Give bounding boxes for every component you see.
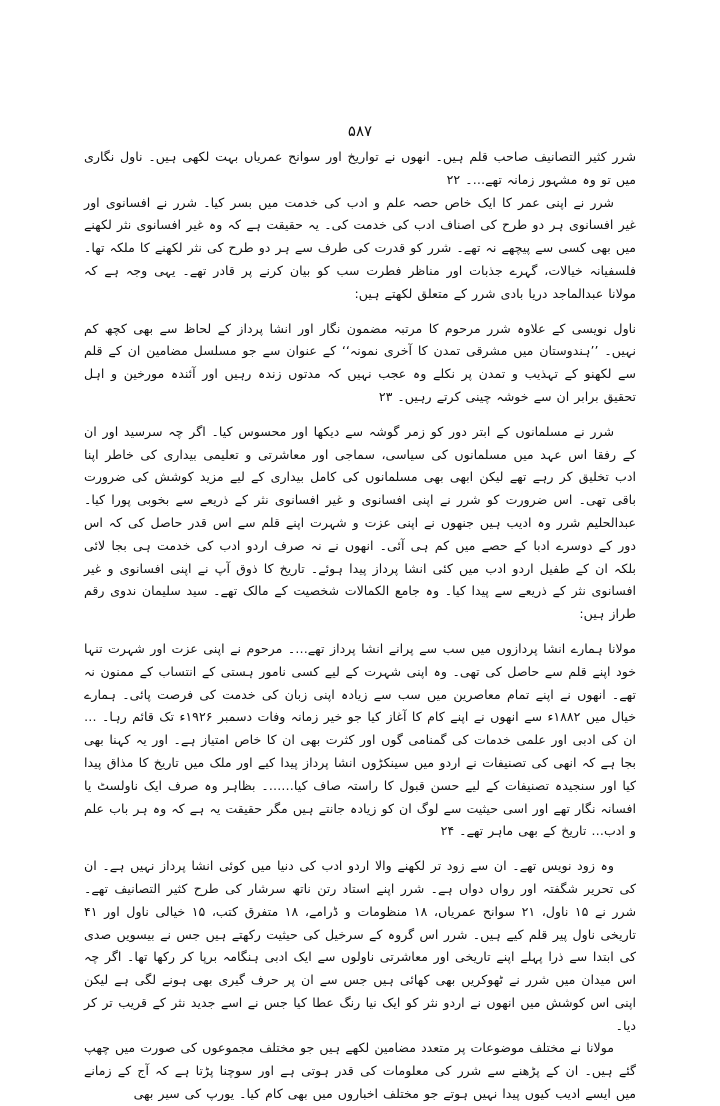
paragraph-gap — [84, 626, 636, 638]
paragraph-gap — [84, 306, 636, 318]
paragraph-muslim-awakening: شرر نے مسلمانوں کے ابتر دور کو زمر گوشہ سے دیکھا اور محسوس کیا۔ اگر چہ سرسید اور ان کے رفقا اس عہد میں مسلمانوں کی سیاسی، سماجی اور معاشرتی و تعلیمی بیداری کی خاطر اپنا ادب تخلیق کر رہے تھے لیکن ابھی بھی مسلمانوں کی کامل بیداری کے لیے مزید کوشش کی ضرورت باقی تھی۔ اس ضرورت کو شرر نے اپنی افسانوی و غیر افسانوی نثر کے ذریعے سے بخوبی پورا کیا۔ عبدالحلیم شرر وہ ادیب ہیں جنھوں نے اپنی عزت و شہرت اپنے قلم سے اس قدر حاصل کی کہ اس دور کے دوسرے ادبا کے حصے میں کم ہی آئی۔ انھوں نے نہ صرف اردو ادب کی خدمت ہی بجا لائی بلکہ ان کے طفیل اردو ادب میں کئی انشا پرداز پیدا ہوئے۔ تاریخ کا ذوق آپ نے اپنی افسانوی و غیر افسانوی نثر کے ذریعے سے پیدا کیا۔ وہ جامع الکمالات شخصیت کے مالک تھے۔ سید سلیمان ندوی رقم طراز ہیں: — [84, 423, 636, 622]
paragraph-intro: شرر کثیر التصانیف صاحب قلم ہیں۔ انھوں نے تواریخ اور سوانح عمریاں بہت لکھی ہیں۔ ناول نگاری میں تو وہ مشہور زمانہ تھے…۔ ۲۲ — [84, 149, 636, 187]
paragraph-prose-mastery: شرر نے اپنی عمر کا ایک خاص حصہ علم و ادب کی خدمت میں بسر کیا۔ شرر نے افسانوی اور غیر افسانوی ہر دو طرح کی اصناف ادب کی خدمت کی۔ یہ حقیقت ہے کہ وہ غیر افسانوی نثر لکھنے میں بھی کسی سے پیچھے نہ تھے۔ شرر کو قدرت کی طرف سے ہر دو طرح کی نثر لکھنے کا ملکہ تھا۔ فلسفیانہ خیالات، گہرے جذبات اور مناظر فطرت سب کو بیان کرنے پر قادر تھے۔ یہی وجہ ہے کہ مولانا عبدالماجد دریا بادی شرر کے متعلق لکھتے ہیں: — [84, 194, 636, 301]
body-text — [84, 146, 636, 1106]
block-quote-nadvi: مولانا ہمارے انشا پردازوں میں سب سے پرانے انشا پرداز تھے…۔ مرحوم نے اپنی عزت اور شہرت تنہا خود اپنے قلم سے حاصل کی تھی۔ وہ اپنی شہرت کے لیے کسی نامور ہستی کے انتساب کے ممنون نہ تھے۔ انھوں نے اپنے تمام معاصرین میں سب سے زیادہ اپنی زبان کی خدمت کی فرصت پائی۔ ہمارے خیال میں ۱۸۸۲ء سے انھوں نے اپنے کام کا آغاز کیا جو خیر زمانہ وفات دسمبر ۱۹۲۶ء تک قائم رہا۔ …ان کی ادبی اور علمی خدمات کی گمنامی گوں اور کثرت بھی ان کا خاص امتیاز ہے۔ اور یہ کہنا بھی بجا ہے کہ انھی کی تصنیفات نے اردو میں سینکڑوں انشا پرداز پیدا کیے اور ملک میں تاریخ کا مذاق پیدا کیا اور سنجیدہ تصنیفات کے لیے حسن قبول کا راستہ صاف کیا……۔ بظاہر وہ صرف ایک ناولسٹ یا افسانہ نگار تھے اور اسی حیثیت سے لوگ ان کو زیادہ جانتے ہیں مگر حقیقت یہ ہے کہ وہ ہر باب علم و ادب… تاریخ کے بھی ماہر تھے۔ ۲۴ — [84, 640, 636, 839]
paragraph-gap — [84, 409, 636, 421]
paragraph-gap — [84, 843, 636, 855]
block-quote-daryabadi: ناول نویسی کے علاوہ شرر مرحوم کا مرتبہ مضمون نگار اور انشا پرداز کے لحاظ سے بھی کچھ کم نہیں۔ ’’ہندوستان میں مشرقی تمدن کا آخری نمونہ‘‘ کے عنوان سے جو مسلسل مضامین ان کے قلم سے لکھنو کے تہذیب و تمدن پر نکلے وہ عجب نہیں کہ مدتوں زندہ رہیں اور آئندہ مورخین و اہل تحقیق برابر ان سے خوشہ چینی کرتے رہیں۔ ۲۳ — [84, 320, 636, 404]
paragraph-essays: مولانا نے مختلف موضوعات پر متعدد مضامین لکھے ہیں جو مختلف مجموعوں کی صورت میں چھپ گئے ہیں۔ ان کے پڑھنے سے شرر کی معلومات کی قدر ہوتی ہے اور سوچنا پڑتا ہے کہ آج کے زمانے میں ایسے ادیب کیوں پیدا نہیں ہوتے جو مختلف اخباروں میں بھی کام کیا۔ یورپ کی سیر بھی — [84, 1040, 636, 1102]
paragraph-prolific-writer: وہ زود نویس تھے۔ ان سے زود تر لکھنے والا اردو ادب کی دنیا میں کوئی انشا پرداز نہیں ہے۔ ان کی تحریر شگفتہ اور رواں دواں ہے۔ شرر اپنے استاد رتن ناتھ سرشار کی طرح کثیر التصانیف تھے۔ شرر نے ۱۵ ناول، ۲۱ سوانح عمریاں، ۱۸ منظومات و ڈرامے، ۱۸ متفرق کتب، ۱۵ خیالی ناول اور ۴۱ تاریخی ناول پیر قلم کیے ہیں۔ شرر اس گروہ کے سرخیل کی حیثیت رکھتے ہیں جس نے بیسویں صدی کی ابتدا سے ذرا پہلے اپنے تاریخی اور معاشرتی ناولوں سے ایک ادبی ہنگامہ برپا کر رکھا تھا۔ اگر چہ اس میدان میں شرر نے ٹھوکریں بھی کھائی ہیں جس سے ان پر حرف گیری بھی ہونے لگی ہے لیکن اپنی اس کوشش میں انھوں نے اردو نثر کو ایک نیا رنگ عطا کیا جس نے اسے جدید نثر کے قریب تر کر دیا۔ — [84, 858, 636, 1033]
page-number: ۵۸۷ — [347, 122, 373, 140]
